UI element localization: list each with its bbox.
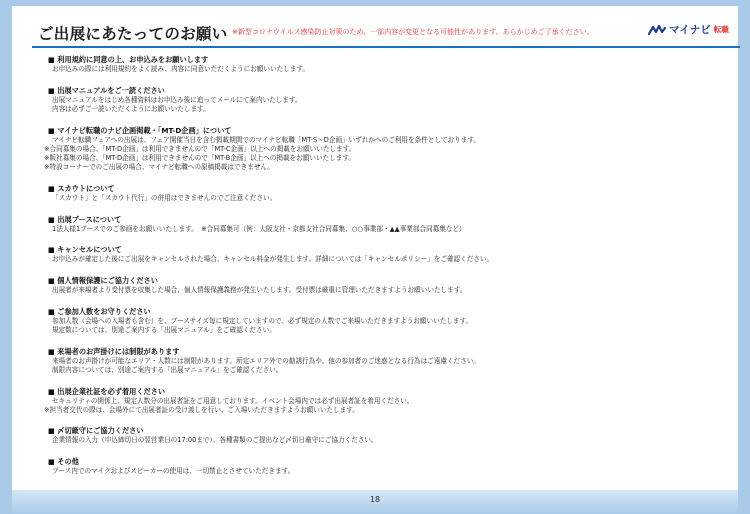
rules-list: [44, 55, 728, 488]
rule-section: [48, 184, 728, 203]
rule-section-text: マイナビ転職フェアへの出展は、フェア開催当日を含む掲載期間でのマイナビ転職「MT-S～D企画」いずれかへのご利用を条件としております。: [52, 135, 480, 144]
rule-section: [48, 426, 728, 445]
rule-section-title: ■ キャンセルについて: [48, 245, 122, 255]
rule-section-title: ■ マイナビ転職のナビ企画掲載・「MT-D企画」について: [48, 125, 232, 135]
slide-header: [12, 6, 738, 52]
rule-section: [48, 347, 728, 375]
rule-section-text: 出展者が来場者より受付票を収集した場合、個人情報保護義務が発生いたします。受付票は厳重に管理いただきますようお願いいたします。: [52, 286, 467, 295]
rule-section-text: セキュリティの関係上、規定人数分の出展者証をご用意しております。イベント会場内では必ず出展者証を着用ください。: [52, 396, 414, 405]
page-number: 18: [369, 495, 381, 504]
rule-section-text: お申込みが確定した後にご出展をキャンセルされた場合、キャンセル料金が発生します。詳細については「キャンセルポリシー」をご確認ください。: [52, 255, 494, 264]
rule-section: [48, 245, 728, 264]
rule-section: [48, 276, 728, 295]
rule-section: [48, 55, 728, 74]
covid-notice: ※新型コロナウイルス感染防止対策のため、一部内容が変更となる可能性があります。あらかじめご了承ください。: [232, 28, 594, 36]
rule-section-text: 1法人様1ブースでのご参画をお願いいたします。 ※合同募集可（例：大阪支社・京都支社合同募集、○○事業部・▲▲事業部合同募集など）: [52, 224, 466, 233]
rule-section-title: ■ 出展企業社証を必ず着用ください: [48, 386, 166, 396]
rule-section-text: ブース内でのマイクおよびスピーカーの使用は、一切禁止とさせていただきます。: [52, 467, 295, 476]
logo-text: マイナビ: [669, 24, 711, 36]
rule-section-text: 出展マニュアルをはじめ各種資料はお申込み後に追ってメールにて案内いたします。: [52, 95, 302, 104]
header-divider: [32, 46, 740, 48]
rule-section-title: ■ ご参加人数をお守りください: [48, 306, 151, 316]
rule-section-text: 制限内容については、別途ご案内する「出展マニュアル」をご確認ください。: [52, 365, 283, 374]
rule-section: [48, 307, 728, 335]
rule-section-title: ■ 出展マニュアルをご一読ください: [48, 85, 165, 95]
rule-section-title: ■ スカウトについて: [48, 183, 115, 193]
rule-section-title: ■ 出展ブースについて: [48, 214, 122, 224]
rule-section-text: 「スカウト」と「スカウト代行」の併用はできませんのでご注意ください。: [52, 193, 277, 202]
rule-section: [44, 386, 728, 415]
slide-footer: [12, 490, 738, 514]
rule-section-title: ■ 〆切厳守にご協力ください: [48, 426, 144, 436]
rule-section-text: ※担当者交代の際は、会場外にて出展者証の受け渡しを行い、ご入場いただきますようお願いいたします。: [44, 405, 359, 414]
logo-subtext: 転職: [713, 25, 729, 34]
rule-section-text: ※特設コーナーでのご出展の場合、マイナビ転職への原稿掲載はできません。: [44, 163, 274, 172]
mynavi-logo-icon: [648, 23, 666, 37]
rule-section-title: ■ 来場者のお声掛けには制限があります: [48, 346, 180, 356]
rule-section: [44, 125, 728, 173]
rule-section-text: 内容は必ずご一読いただくようにお願いいたします。: [52, 104, 210, 113]
page-title: ご出展にあたってのお願い: [38, 25, 228, 43]
rule-section-title: ■ 利用規約に同意の上、お申込みをお願いします: [48, 55, 209, 64]
rule-section-text: 参加人数（会場への入場者も含む）を、ブースサイズ毎に規定していますので、必ず規定の人数でご来場いただきますようお願いいたします。: [52, 316, 473, 325]
rule-section: [48, 215, 728, 234]
rule-section-text: 規定数については、別途ご案内する「出展マニュアル」をご確認ください。: [52, 325, 276, 334]
rule-section-text: お申込みの際には利用規約をよく読み、内容に同意いただくようにお願いいたします。: [52, 65, 310, 73]
rule-section-text: ※販社募集の場合、「MT-D企画」は利用できませんので「MT-B企画」以上への掲載をお願いいたします。: [44, 154, 355, 163]
rule-section-text: ※合同募集の場合、「MT-D企画」は利用できませんので「MT-C企画」以上への掲載をお願いいたします。: [44, 144, 356, 153]
rule-section-text: 企業情報の入力（申込締切日の翌営業日の17:00まで）、各種書類のご提出など〆切日厳守にご協力ください。: [52, 436, 378, 445]
mynavi-logo: [648, 22, 729, 37]
rule-section-text: 来場者のお声掛けが可能なエリア・人数には制限があります。所定エリア外での勧誘行為や、他の参加者のご迷惑となる行為はご遠慮ください。: [52, 356, 480, 365]
rule-section-title: ■ その他: [48, 457, 79, 467]
rule-section: [48, 86, 728, 114]
rule-section: [48, 457, 728, 476]
rule-section-title: ■ 個人情報保護にご協力ください: [48, 276, 158, 286]
